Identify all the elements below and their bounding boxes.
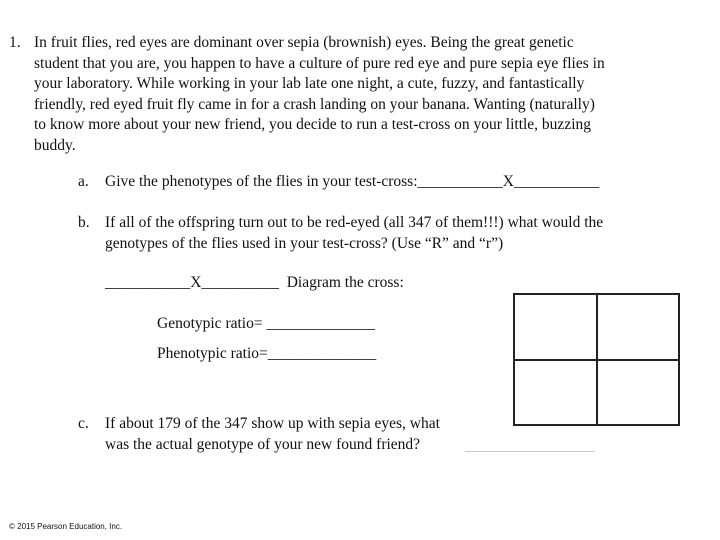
question-line: In fruit flies, red eyes are dominant over sepia (brownish) eyes. Being the great genetic <box>34 34 574 51</box>
punnett-cell <box>514 294 597 360</box>
question-line: your laboratory. While working in your lab late one night, a cute, fuzzy, and fantastically <box>34 75 585 92</box>
part-b-text <box>105 213 603 254</box>
question-line: buddy. <box>34 136 76 154</box>
question-text <box>34 33 682 156</box>
question-line: to know more about your new friend, you decide to run a test-cross on your little, buzzing <box>34 116 592 133</box>
cross-blanks: ___________X__________ Diagram the cross: <box>105 274 404 291</box>
part-b-line: If all of the offspring turn out to be red-eyed (all 347 of them!!!) what would the <box>105 214 604 231</box>
punnett-cell <box>514 360 597 426</box>
part-c-text <box>105 414 440 455</box>
part-b-letter: b. <box>78 214 90 231</box>
part-a-text: Give the phenotypes of the flies in your test-cross:___________X___________ <box>105 173 600 190</box>
punnett-square <box>513 293 680 426</box>
copyright-footer: © 2015 Pearson Education, Inc. <box>9 522 123 531</box>
question-line: friendly, red eyed fruit fly came in for a crash landing on your banana. Wanting (naturally) <box>34 95 595 113</box>
answer-line <box>465 451 594 452</box>
punnett-cell <box>597 360 680 426</box>
question-number: 1. <box>9 34 21 51</box>
part-c-line: If about 179 of the 347 show up with sepia eyes, what <box>105 415 440 432</box>
genotypic-ratio: Genotypic ratio= ______________ <box>157 315 375 332</box>
part-b-line: genotypes of the flies used in your test-cross? (Use “R” and “r”) <box>105 234 504 252</box>
part-a-letter: a. <box>78 173 89 190</box>
phenotypic-ratio: Phenotypic ratio=______________ <box>157 345 377 362</box>
part-c-letter: c. <box>78 415 89 432</box>
punnett-cell <box>597 294 680 360</box>
part-c-line: was the actual genotype of your new found friend? <box>105 435 421 453</box>
question-line: student that you are, you happen to have a culture of pure red eye and pure sepia eye flies in <box>34 54 605 72</box>
